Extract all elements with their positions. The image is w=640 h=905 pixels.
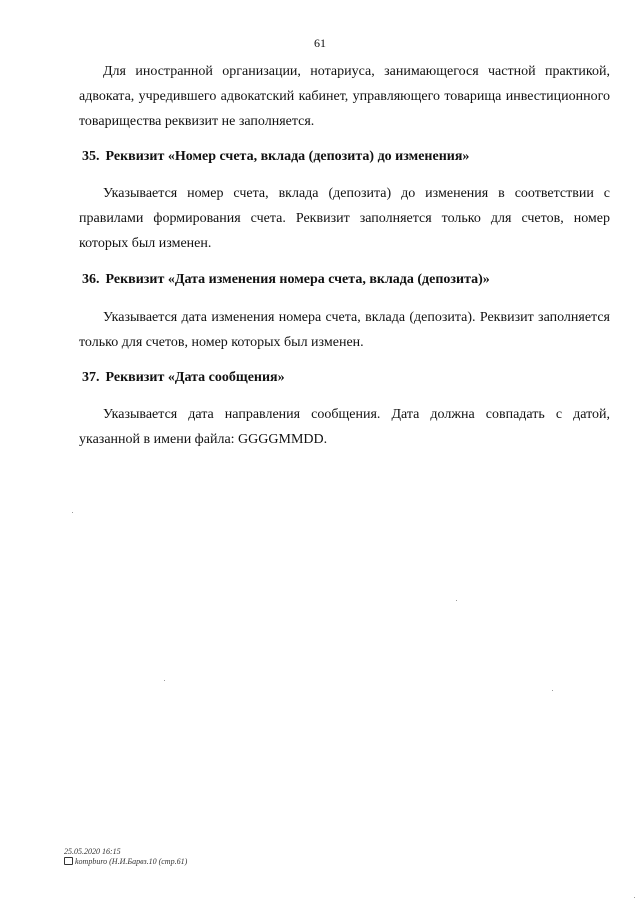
scan-speck — [552, 690, 553, 691]
section-35-title: Реквизит «Номер счета, вклада (депозита) до изменения» — [105, 149, 470, 164]
section-37-number: 37. — [82, 370, 100, 385]
intro-paragraph: Для иностранной организации, нотариуса, занимающегося частной практикой, адвоката, учредившего адвокатский кабинет, управляющего товарища инвестиционного товарищества реквизит не заполняется. — [79, 64, 610, 129]
section-35-heading — [82, 144, 612, 169]
scan-speck — [164, 680, 165, 681]
print-info-line — [64, 857, 187, 867]
page-number: 61 — [314, 36, 326, 50]
printer-icon — [64, 857, 73, 865]
print-footer — [64, 847, 187, 867]
section-36-text: Указывается дата изменения номера счета, вклада (депозита). Реквизит заполняется только для счетов, номер которых был изменен. — [79, 310, 610, 350]
section-36-heading — [82, 267, 612, 292]
section-37-title: Реквизит «Дата сообщения» — [105, 370, 285, 385]
section-36-title: Реквизит «Дата изменения номера счета, вклада (депозита)» — [105, 272, 490, 287]
scan-speck — [634, 897, 635, 898]
print-timestamp: 25.05.2020 16:15 — [64, 847, 121, 856]
scan-speck — [456, 600, 457, 601]
section-35-number: 35. — [82, 149, 100, 164]
section-37-heading — [82, 365, 612, 390]
section-35-text: Указывается номер счета, вклада (депозита) до изменения в соответствии с правилами формирования счета. Реквизит заполняется только для счетов, номер которых был изменен. — [79, 186, 610, 251]
scan-speck — [72, 512, 73, 513]
section-36-number: 36. — [82, 272, 100, 287]
section-37-text: Указывается дата направления сообщения. Дата должна совпадать с датой, указанной в имени файла: GGGGMMDD. — [79, 407, 610, 447]
print-info-text: kompburo (Н.И.Барвз.10 (стр.61) — [75, 857, 188, 866]
